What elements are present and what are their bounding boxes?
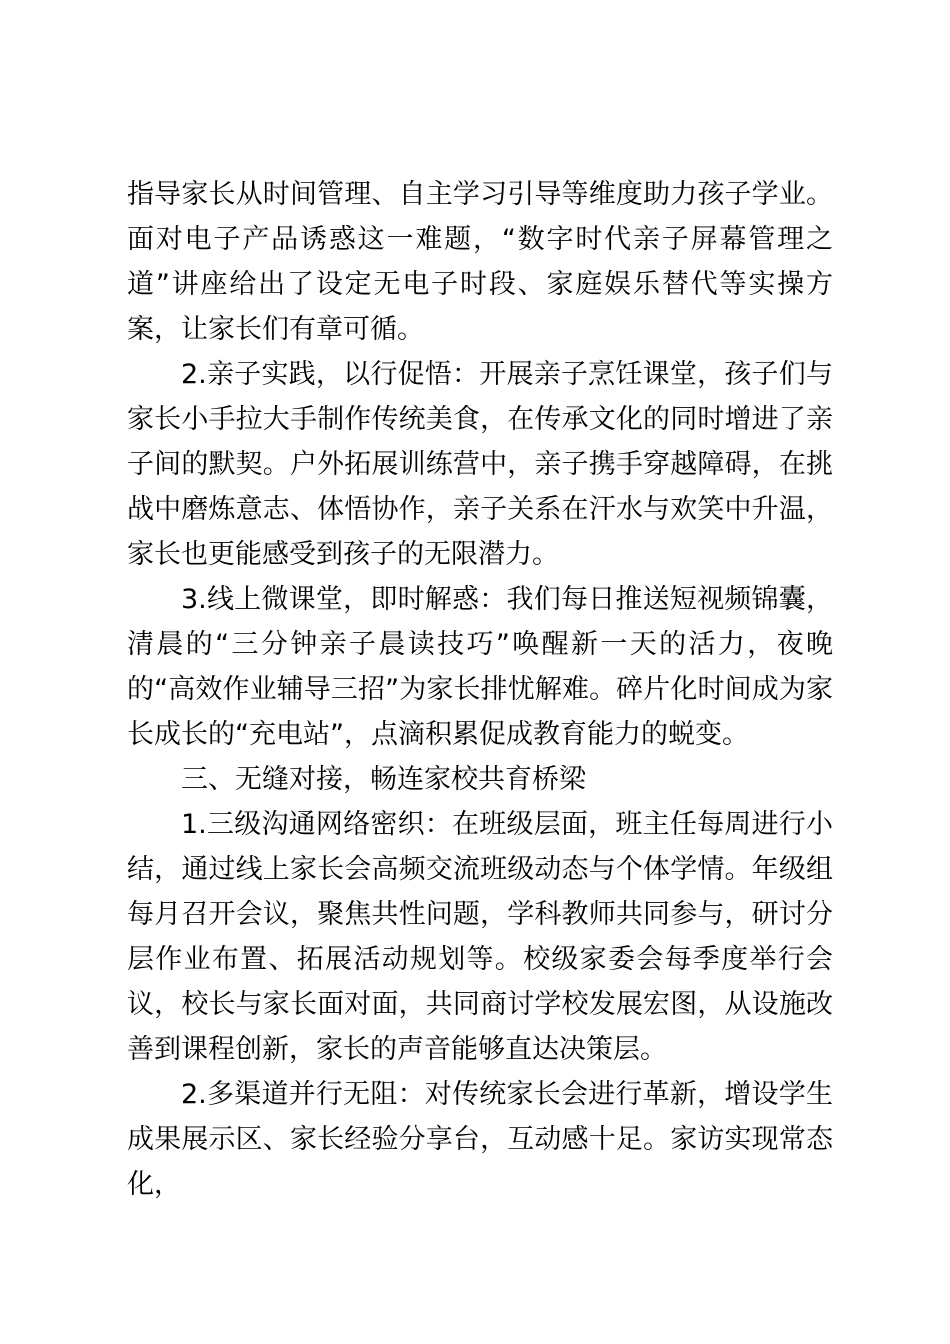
paragraph-multi-channel: 2.多渠道并行无阻：对传统家长会进行革新，增设学生成果展示区、家长经验分享台，互动感十足。家访实现常态化，	[127, 1079, 833, 1200]
body-text	[127, 172, 833, 1207]
section-heading-seamless-connection: 三、无缝对接，畅连家校共育桥梁	[181, 764, 586, 795]
paragraph-parent-child-practice: 2.亲子实践，以行促悟：开展亲子烹饪课堂，孩子们与家长小手拉大手制作传统美食，在传承文化的同时增进了亲子间的默契。户外拓展训练营中，亲子携手穿越障碍，在挑战中磨炼意志、体悟协作，亲子关系在汗水与欢笑中升温，家长也更能感受到孩子的无限潜力。	[127, 359, 833, 570]
paragraph-continued-intro: 指导家长从时间管理、自主学习引导等维度助力孩子学业。面对电子产品诱惑这一难题，“数字时代亲子屏幕管理之道”讲座给出了设定无电子时段、家庭娱乐替代等实操方案，让家长们有章可循。	[127, 179, 833, 345]
paragraph-three-level-communication: 1.三级沟通网络密织：在班级层面，班主任每周进行小结，通过线上家长会高频交流班级动态与个体学情。年级组每月召开会议，聚焦共性问题，学科教师共同参与，研讨分层作业布置、拓展活动规划等。校级家委会每季度举行会议，校长与家长面对面，共同商讨学校发展宏图，从设施改善到课程创新，家长的声音能够直达决策层。	[127, 809, 833, 1065]
paragraph-online-micro-class: 3.线上微课堂，即时解惑：我们每日推送短视频锦囊，清晨的“三分钟亲子晨读技巧”唤醒新一天的活力，夜晚的“高效作业辅导三招”为家长排忧解难。碎片化时间成为家长成长的“充电站”，点滴积累促成教育能力的蜕变。	[127, 584, 833, 750]
